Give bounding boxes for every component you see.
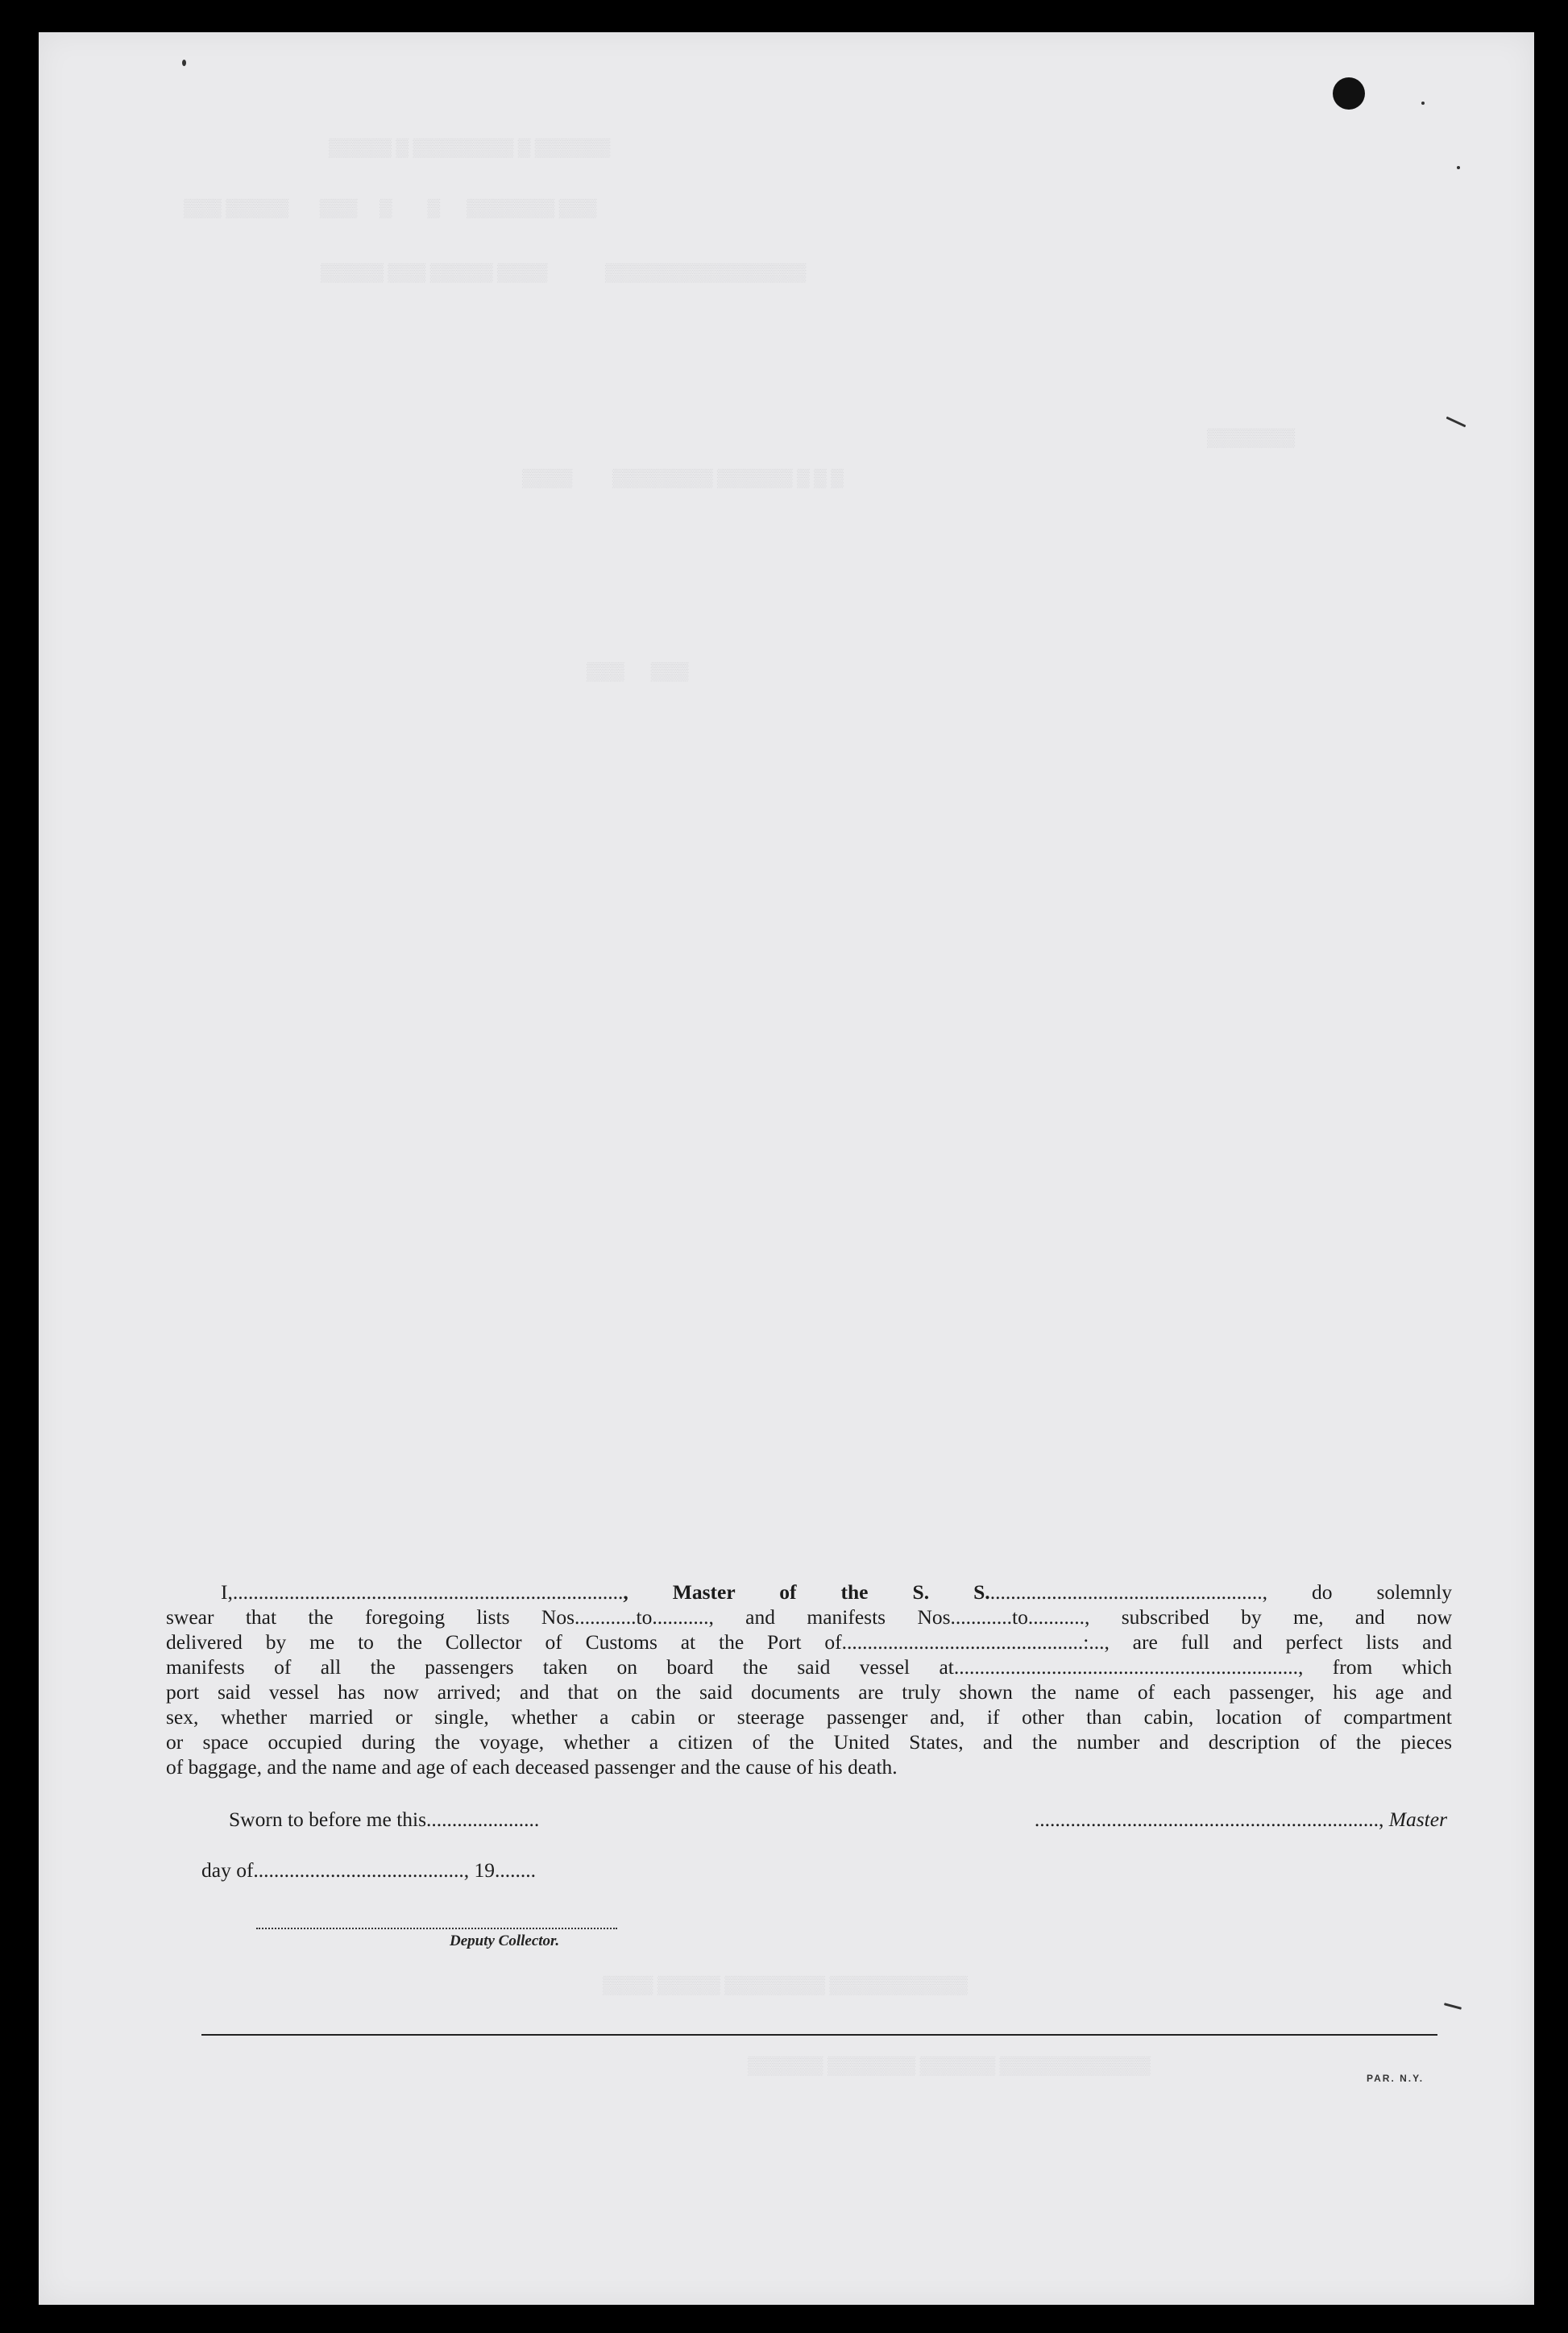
oath-line: or space occupied during the voyage, whether a citizen of the United States, and the number and description of the pieces [166,1730,1452,1754]
oath-line: delivered by me to the Collector of Customs at the Port of...............................................:..., are full and perfect lists and [166,1630,1452,1654]
oath-line: manifests of all the passengers taken on board the said vessel at..................................................................., from which [166,1655,1452,1679]
printer-mark: PAR. N.Y. [1367,2073,1425,2084]
bleed-through-text: ▒▒▒▒ ▒▒▒▒▒ ▒▒▒▒▒▒▒▒ ▒▒▒▒▒▒▒▒▒▒▒ [603,1974,968,1995]
separator: , [1379,1808,1389,1831]
oath-text: , Master of the S. S. [623,1580,990,1604]
horizontal-rule [201,2034,1437,2036]
deputy-signature-line [256,1928,617,1929]
bleed-through-text: ▒▒▒▒▒ ▒▒▒ ▒▒▒▒▒ ▒▒▒▒ ▒▒▒▒▒▒▒▒▒▒▒▒▒▒▒▒ [321,262,807,282]
speck [1446,417,1466,428]
punch-hole [1333,77,1365,110]
oath-line: port said vessel has now arrived; and that on the said documents are truly shown the name of each passenger, his age and [166,1680,1452,1704]
master-name-blank: ............................................................................ [232,1580,624,1604]
sworn-before-text: Sworn to before me this...................... [229,1808,540,1831]
bleed-through-text: ▒▒▒▒▒▒ ▒▒▒▒▒▒▒ ▒▒▒▒▒▒ ▒▒▒▒▒▒▒▒▒▒▒▒ [748,2055,1151,2075]
speck [1444,2003,1462,2010]
master-oath-paragraph [166,1580,1452,1779]
manifest-page [39,32,1534,2305]
oath-line: sex, whether married or single, whether a cabin or steerage passenger and, if other than cabin, location of compartment [166,1705,1452,1729]
bleed-through-text: ▒▒▒▒▒ ▒ ▒▒▒▒▒▒▒▒ ▒ ▒▒▒▒▒▒ [329,137,611,157]
master-signature-line [1035,1808,1447,1832]
bleed-through-text: ▒▒▒ ▒▒▒ [587,661,689,681]
ship-name-blank: ..................................................... [989,1580,1263,1604]
deputy-collector-label: Deputy Collector. [450,1932,560,1949]
speck [182,60,186,66]
oath-line: swear that the foregoing lists Nos............to..........., and manifests Nos............to..........., subscribed by me, and now [166,1605,1452,1629]
signature-blank: ................................................................... [1034,1808,1379,1831]
day-of-line: day of........................................., 19........ [201,1858,537,1882]
speck [1421,102,1425,105]
oath-text: I, [221,1580,233,1604]
master-label: Master [1388,1808,1447,1831]
oath-line [166,1580,1452,1604]
speck [1457,166,1460,169]
bleed-through-text: ▒▒▒▒▒▒▒ [1207,427,1296,447]
oath-line: of baggage, and the name and age of each deceased passenger and the cause of his death. [166,1755,898,1779]
oath-text: , do solemnly [1262,1580,1453,1604]
bleed-through-text: ▒▒▒▒ ▒▒▒▒▒▒▒▒ ▒▒▒▒▒▒ ▒ ▒ ▒ [522,467,844,488]
bleed-through-text: ▒▒▒ ▒▒▒▒▒ ▒▒▒ ▒ ▒ ▒▒▒▒▒▒▒ ▒▒▒ [184,197,597,218]
